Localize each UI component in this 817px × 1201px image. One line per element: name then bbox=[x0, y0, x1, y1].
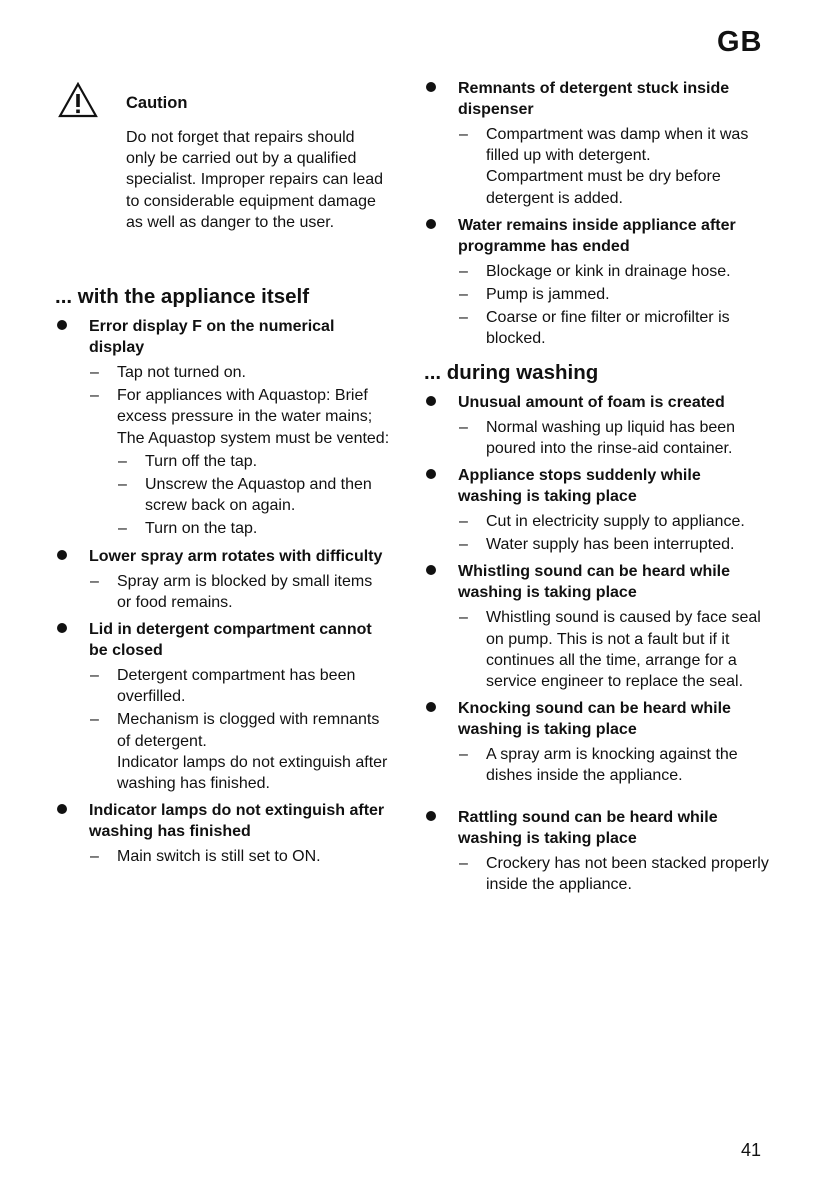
sub-point-text: Mechanism is clogged with remnants of detergent. bbox=[117, 711, 380, 750]
bullet-icon bbox=[426, 702, 436, 712]
sub-point bbox=[458, 261, 769, 282]
list-item bbox=[424, 78, 769, 209]
step bbox=[117, 474, 390, 516]
item-title: Water remains inside appliance after programme has ended bbox=[458, 216, 736, 255]
sub-point-text: Crockery has not been stacked properly inside the appliance. bbox=[486, 854, 769, 893]
dash-icon: – bbox=[459, 286, 468, 304]
dash-icon: – bbox=[459, 418, 468, 436]
sub-point-text: Water supply has been interrupted. bbox=[486, 536, 735, 554]
list-item bbox=[424, 698, 769, 786]
sub-point bbox=[89, 385, 390, 539]
item-title: Appliance stops suddenly while washing is taking place bbox=[458, 467, 701, 506]
warning-triangle-icon bbox=[58, 82, 98, 118]
sub-point bbox=[89, 571, 390, 613]
item-title: Indicator lamps do not extinguish after washing has finished bbox=[89, 802, 385, 841]
item-title: Error display F on the numerical display bbox=[89, 318, 335, 356]
list-item bbox=[55, 619, 390, 794]
dash-icon: – bbox=[459, 126, 468, 143]
bullet-icon bbox=[426, 396, 436, 406]
step bbox=[117, 451, 390, 472]
dash-icon: – bbox=[459, 262, 468, 280]
caution-title: Caution bbox=[126, 94, 188, 112]
dash-icon: – bbox=[459, 746, 468, 764]
dash-icon: – bbox=[118, 520, 127, 538]
dash-icon: – bbox=[459, 513, 468, 531]
sub-point-text: For appliances with Aquastop: Brief excess pressure in the water mains; bbox=[117, 387, 373, 426]
list-item bbox=[424, 215, 769, 350]
dash-icon: – bbox=[90, 364, 99, 381]
right-column bbox=[424, 78, 769, 901]
sub-point bbox=[458, 534, 769, 555]
sub-point-text: Tap not turned on. bbox=[117, 364, 246, 381]
left-column bbox=[55, 284, 390, 873]
sub-point-text: Main switch is still set to ON. bbox=[117, 848, 321, 866]
sub-point-note: The Aquastop system must be vented: bbox=[117, 429, 390, 447]
sub-point bbox=[458, 417, 769, 459]
item-title: Lower spray arm rotates with difficulty bbox=[89, 547, 383, 565]
step-text: Turn on the tap. bbox=[145, 520, 258, 538]
page-code: GB bbox=[717, 26, 763, 58]
sub-point bbox=[458, 607, 769, 692]
bullet-icon bbox=[426, 469, 436, 479]
sub-point bbox=[458, 284, 769, 305]
list-item bbox=[55, 316, 390, 540]
list-item bbox=[55, 546, 390, 613]
dash-icon: – bbox=[459, 536, 468, 554]
step-text: Turn off the tap. bbox=[145, 452, 258, 470]
sub-point-text: Coarse or fine filter or microfilter is blocked. bbox=[486, 309, 730, 348]
sub-point bbox=[458, 307, 769, 349]
dash-icon: – bbox=[90, 572, 99, 590]
sub-point-text: Cut in electricity supply to appliance. bbox=[486, 513, 745, 531]
item-title: Lid in detergent compartment cannot be closed bbox=[89, 621, 372, 660]
sub-point bbox=[458, 744, 769, 786]
item-title: Remnants of detergent stuck inside dispenser bbox=[458, 80, 730, 118]
list-item bbox=[424, 465, 769, 555]
dash-icon: – bbox=[90, 387, 99, 405]
dash-icon: – bbox=[90, 848, 99, 866]
step bbox=[117, 518, 390, 539]
dash-icon: – bbox=[459, 609, 468, 627]
sub-point-text: Pump is jammed. bbox=[486, 286, 610, 304]
sub-point bbox=[458, 853, 769, 895]
sub-point-text: Detergent compartment has been overfilled. bbox=[117, 667, 356, 706]
list-item bbox=[424, 807, 769, 895]
sub-point bbox=[89, 846, 390, 867]
item-title: Knocking sound can be heard while washing is taking place bbox=[458, 700, 731, 739]
dash-icon: – bbox=[90, 667, 99, 685]
dash-icon: – bbox=[118, 452, 127, 470]
sub-point bbox=[458, 124, 769, 209]
sub-point-text: Spray arm is blocked by small items or food remains. bbox=[117, 572, 373, 611]
sub-point-text: Compartment was damp when it was filled up with detergent. bbox=[486, 126, 749, 165]
section-heading-appliance: ... with the appliance itself bbox=[55, 285, 310, 308]
bullet-icon bbox=[57, 623, 67, 633]
sub-point-text: Blockage or kink in drainage hose. bbox=[486, 262, 731, 280]
step-text: Unscrew the Aquastop and then screw back on again. bbox=[145, 476, 372, 515]
sub-point bbox=[89, 362, 390, 383]
item-title: Rattling sound can be heard while washing is taking place bbox=[458, 808, 718, 847]
bullet-icon bbox=[57, 320, 67, 330]
section-heading-washing: ... during washing bbox=[424, 360, 599, 384]
sub-point-note: Indicator lamps do not extinguish after washing has finished. bbox=[117, 753, 388, 793]
bullet-icon bbox=[426, 565, 436, 575]
sub-point-text: A spray arm is knocking against the dishes inside the appliance. bbox=[486, 746, 738, 785]
bullet-icon bbox=[57, 550, 67, 560]
bullet-icon bbox=[426, 219, 436, 229]
dash-icon: – bbox=[459, 309, 468, 327]
sub-point bbox=[89, 665, 390, 707]
sub-point-note: Compartment must be dry before detergent is added. bbox=[486, 168, 721, 207]
bullet-icon bbox=[57, 804, 67, 814]
dash-icon: – bbox=[118, 476, 127, 494]
list-item bbox=[424, 561, 769, 692]
sub-point-text: Normal washing up liquid has been poured into the rinse-aid container. bbox=[486, 418, 736, 457]
dash-icon: – bbox=[459, 854, 468, 872]
caution-text: Do not forget that repairs should only be carried out by a qualified specialist. Improper repairs can lead to considerable equipment damage as well as danger to the user. bbox=[126, 129, 384, 231]
sub-point-text: Whistling sound is caused by face seal on pump. This is not a fault but if it continues all the time, arrange for a service engineer to replace the seal. bbox=[486, 609, 761, 691]
list-item bbox=[55, 800, 390, 867]
sub-point bbox=[89, 709, 390, 794]
item-title: Unusual amount of foam is created bbox=[458, 393, 725, 411]
dash-icon: – bbox=[90, 711, 99, 729]
item-title: Whistling sound can be heard while washing is taking place bbox=[458, 563, 731, 602]
list-item bbox=[424, 392, 769, 459]
page-number: 41 bbox=[741, 1140, 762, 1160]
bullet-icon bbox=[426, 82, 436, 92]
bullet-icon bbox=[426, 811, 436, 821]
sub-point bbox=[458, 511, 769, 532]
